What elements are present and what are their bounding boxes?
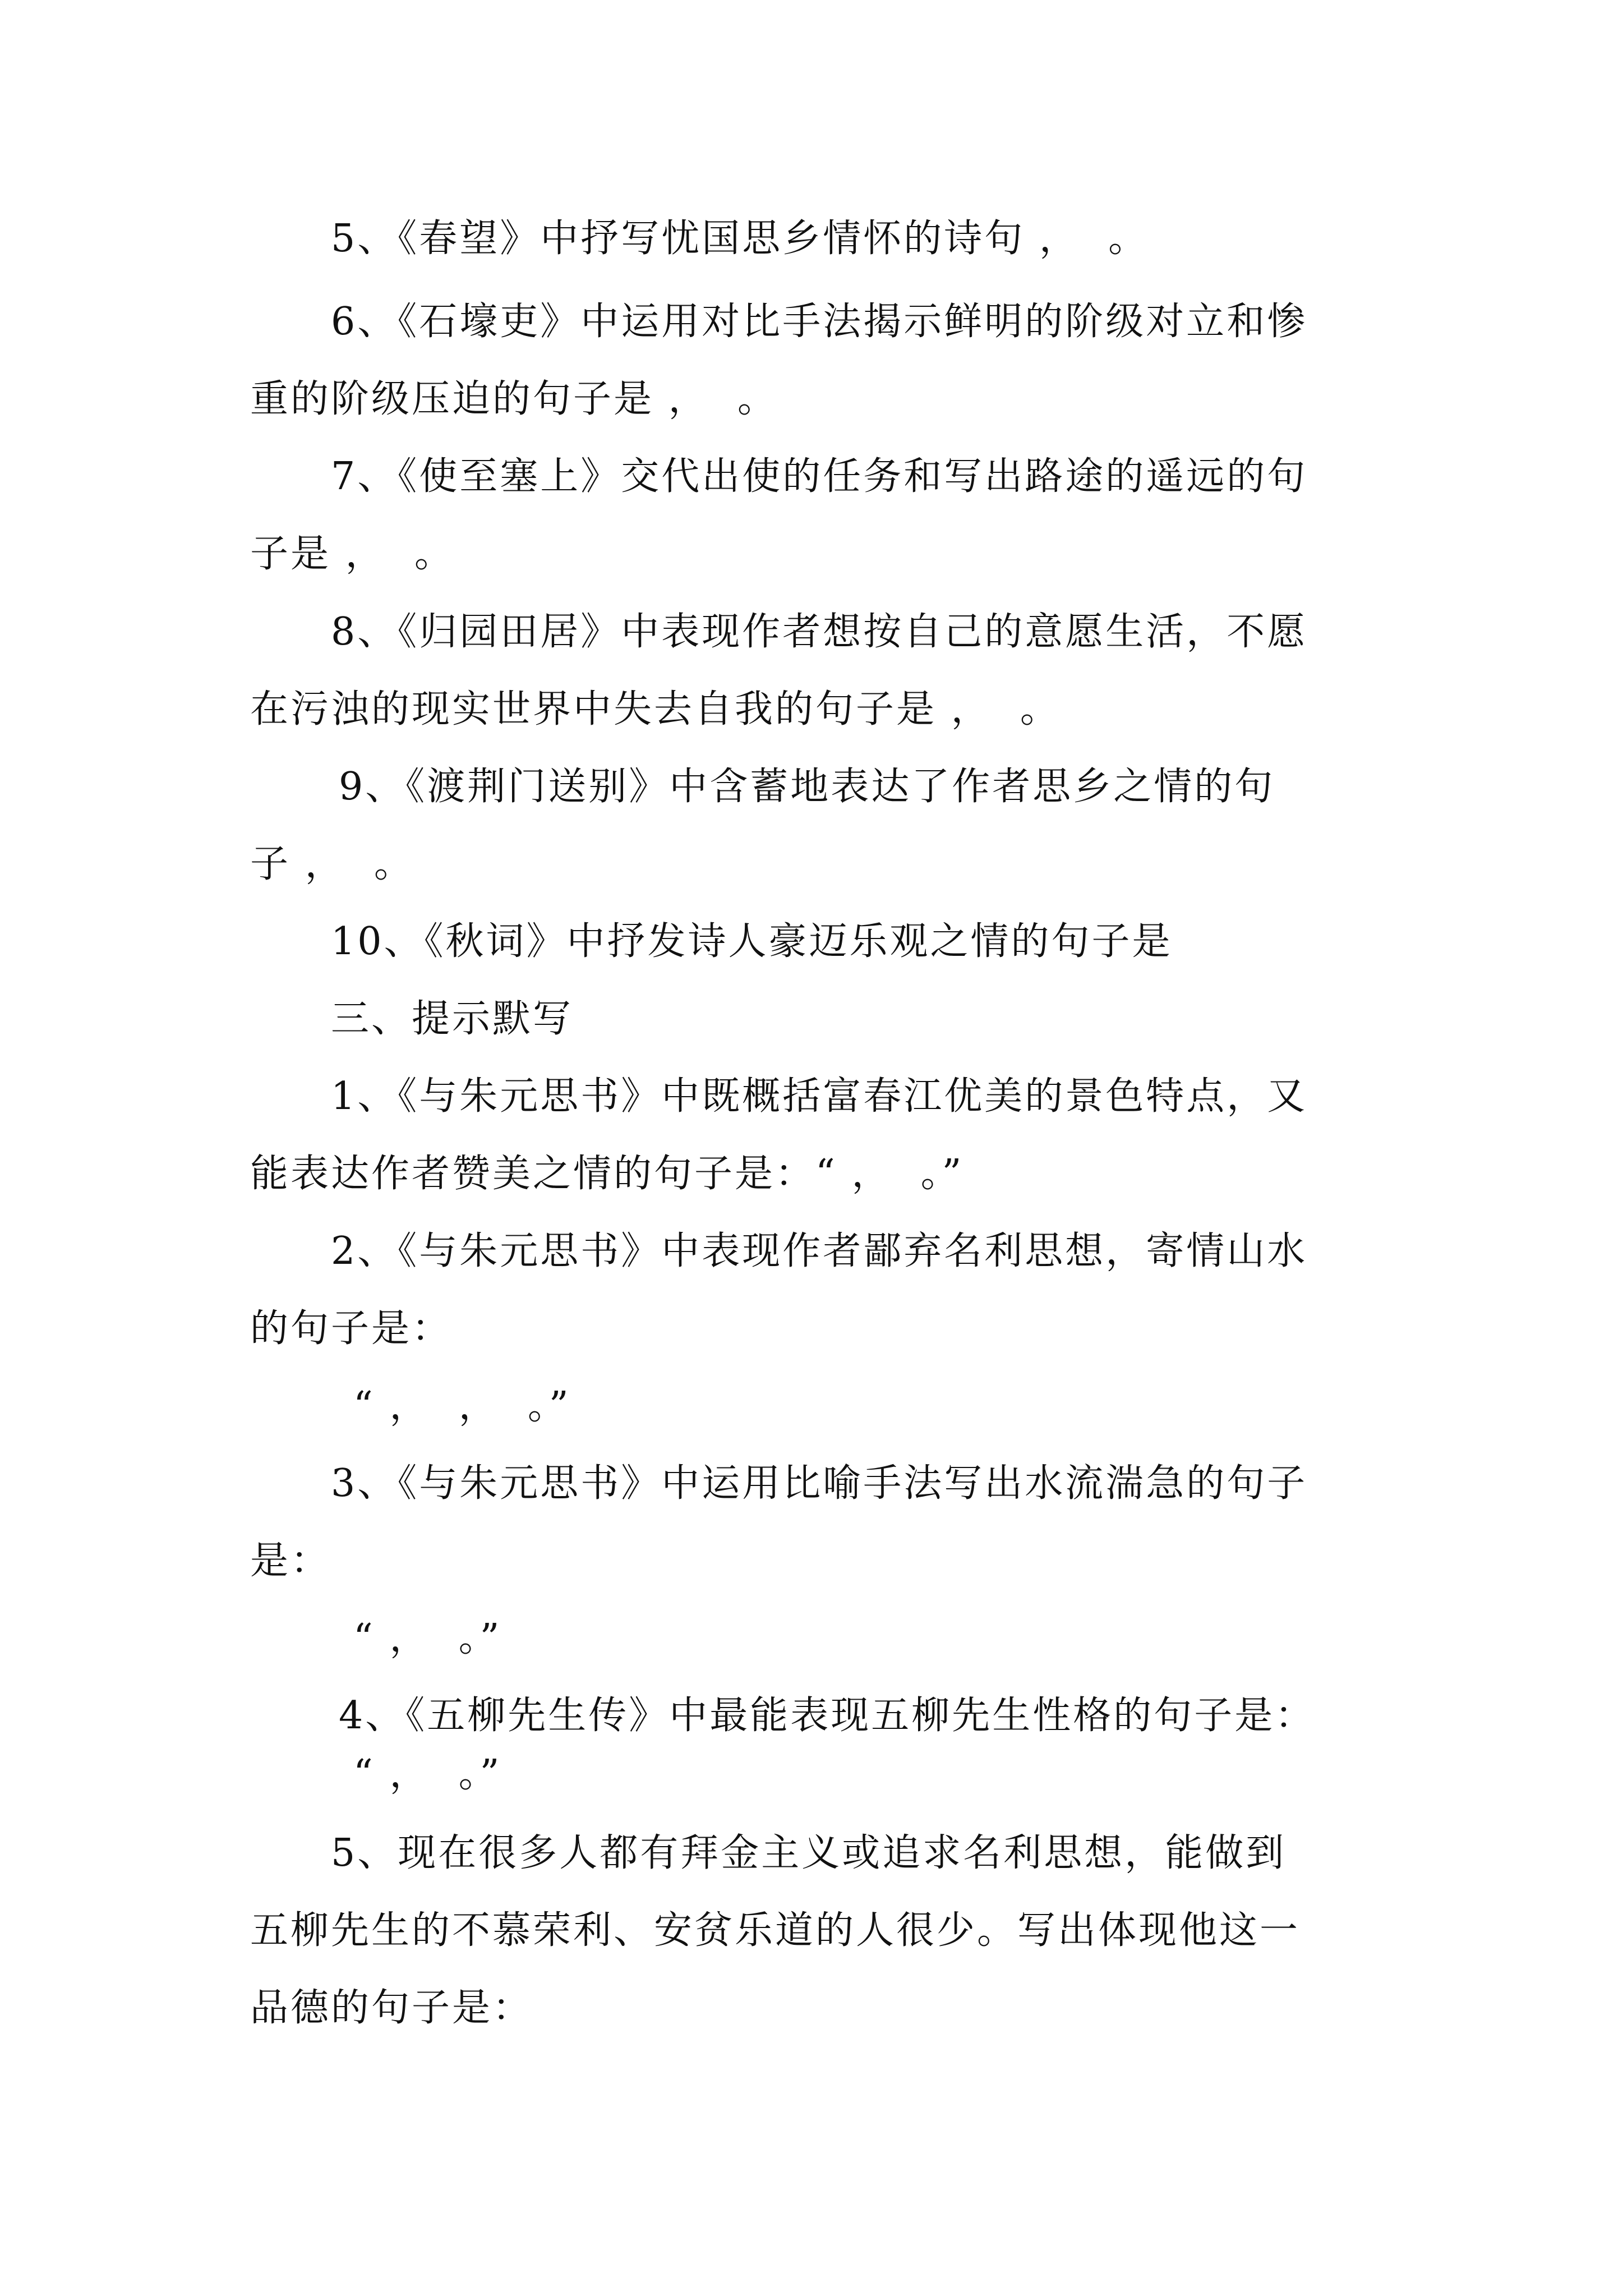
text-line-s4-quote: “ ， 。” — [353, 1752, 502, 1796]
text-line-s5-cont-2: 品德的句子是： — [250, 1986, 533, 2030]
text-line-q5-chunwang: 5、《春望》中抒写忧国思乡情怀的诗句 ， 。 — [331, 217, 1149, 261]
text-line-q7-cont: 子是 ， 。 — [250, 532, 455, 576]
text-line-q6-shihaoli: 6、《石壕吏》中运用对比手法揭示鲜明的阶级对立和惨 — [331, 300, 1308, 344]
text-line-s3-yuzhuyuansishu: 3、《与朱元思书》中运用比喻手法写出水流湍急的句子 — [331, 1461, 1308, 1506]
text-line-s4-wuliuxiansheng: 4、《五柳先生传》中最能表现五柳先生性格的句子是： — [339, 1694, 1316, 1738]
text-line-s3-cont: 是： — [250, 1539, 331, 1583]
text-line-s2-yuzhuyuansishu: 2、《与朱元思书》中表现作者鄙弃名利思想，寄情山水 — [331, 1229, 1308, 1273]
text-line-s1-cont: 能表达作者赞美之情的句子是：“ ， 。” — [250, 1152, 964, 1196]
text-line-q9-cont: 子 ， 。 — [250, 842, 414, 886]
text-line-s2-cont: 的句子是： — [250, 1306, 453, 1351]
section-heading-tishi-moxie: 三、提示默写 — [331, 997, 574, 1041]
text-line-q6-cont: 重的阶级压迫的句子是 ， 。 — [250, 377, 778, 421]
text-line-q8-guiyuantianju: 8、《归园田居》中表现作者想按自己的意愿生活，不愿 — [331, 610, 1308, 654]
text-line-s5-cont: 五柳先生的不慕荣利、安贫乐道的人很少。写出体现他这一 — [250, 1908, 1301, 1953]
text-line-q8-cont: 在污浊的现实世界中失去自我的句子是 ， 。 — [250, 687, 1061, 731]
text-line-q10-qiuci: 10、《秋词》中抒发诗人豪迈乐观之情的句子是 — [331, 919, 1173, 964]
text-line-q9-dujingmen: 9、《渡荆门送别》中含蓄地表达了作者思乡之情的句 — [339, 765, 1275, 809]
text-line-s5-baijin: 5、现在很多人都有拜金主义或追求名利思想，能做到 — [331, 1831, 1287, 1875]
text-line-s2-quote: “ ， ， 。” — [353, 1384, 571, 1428]
text-line-s1-yuzhuyuansishu: 1、《与朱元思书》中既概括富春江优美的景色特点，又 — [331, 1074, 1308, 1119]
text-line-s3-quote: “ ， 。” — [353, 1616, 502, 1660]
text-line-q7-shizhisaishang: 7、《使至塞上》交代出使的任务和写出路途的遥远的句 — [331, 454, 1308, 499]
